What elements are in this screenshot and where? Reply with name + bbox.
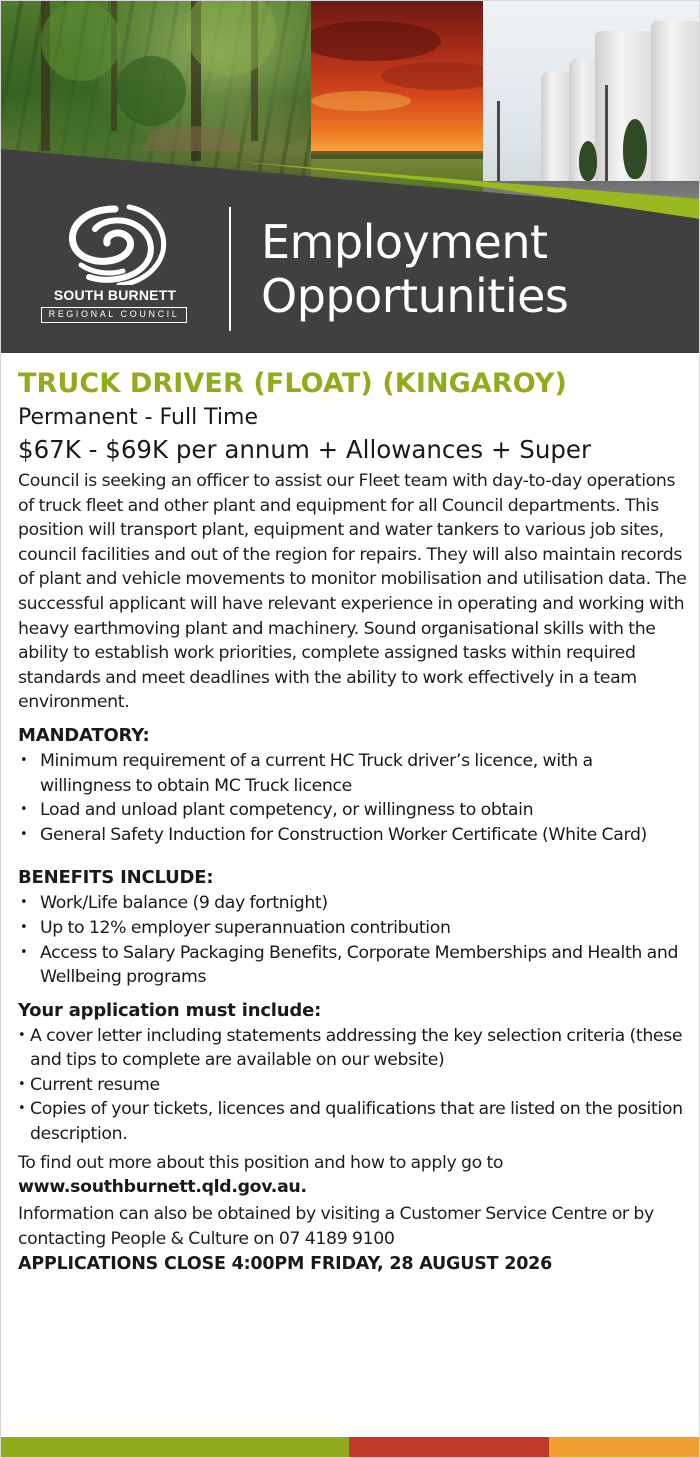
job-description: Council is seeking an officer to assist our Fleet team with day-to-day operations of truck fleet and other plant and equipment for all Council departments. This position will transport plant, equipment and water tankers to various job sites, council facilities and out of the region for repairs. They will also maintain records of plant and vehicle movements to monitor mobilisation and utilisation data. The successful applicant will have relevant experience in operating and working with heavy earthmoving plant and machinery. Sound organisational skills with the ability to establish work priorities, complete assigned tasks within required standards and meet deadlines with the ability to work effectively in a team environment.	[18, 471, 687, 713]
benefits-list	[18, 891, 688, 989]
power-pole	[497, 101, 500, 191]
silo	[651, 21, 700, 191]
council-name: SOUTH BURNETT	[53, 287, 177, 303]
list-item: • Copies of your tickets, licences and qualifications that are listed on the position description.	[18, 1097, 688, 1146]
footer-bar-orange	[549, 1437, 700, 1458]
job-title: TRUCK DRIVER (FLOAT) (KINGAROY)	[18, 368, 567, 399]
mandatory-heading: MANDATORY:	[18, 724, 150, 746]
closing-date: APPLICATIONS CLOSE 4:00PM FRIDAY, 28 AUGUST 2026	[18, 1254, 553, 1275]
footer-bar-red	[349, 1437, 549, 1458]
more-info-text: To find out more about this position and how to apply go to	[18, 1152, 504, 1173]
headline-line-1: Employment	[261, 215, 548, 269]
tree	[623, 119, 647, 179]
council-subtitle: REGIONAL COUNCIL	[41, 307, 187, 323]
header-headline	[261, 215, 568, 323]
headline-line-2: Opportunities	[261, 269, 569, 323]
footer-color-bar	[1, 1437, 700, 1458]
mandatory-list	[18, 749, 688, 847]
tree	[579, 141, 597, 181]
main-content	[18, 361, 688, 1277]
swirl-logo-icon	[59, 199, 171, 285]
employment-type: Permanent - Full Time	[18, 405, 259, 430]
contact-text: Information can also be obtained by visiting a Customer Service Centre or by contacting People & Culture on 07 4189 9100	[18, 1204, 654, 1249]
power-pole	[605, 85, 608, 191]
benefits-heading: BENEFITS INCLUDE:	[18, 867, 214, 889]
list-item: • Up to 12% employer superannuation contribution	[18, 916, 688, 941]
application-list	[18, 1024, 688, 1147]
list-item: • Minimum requirement of a current HC Truck driver’s licence, with a willingness to obtain MC Truck licence	[18, 749, 688, 798]
list-item: • Load and unload plant competency, or willingness to obtain	[18, 798, 688, 823]
header-divider	[229, 207, 231, 331]
salary: $67K - $69K per annum + Allowances + Super	[18, 435, 592, 464]
footer-bar-green	[1, 1437, 349, 1458]
application-heading: Your application must include:	[18, 999, 322, 1021]
council-logo	[35, 199, 195, 329]
grain-silos-photo	[483, 1, 700, 211]
website-link[interactable]: www.southburnett.qld.gov.au.	[18, 1177, 307, 1198]
list-item: • A cover letter including statements addressing the key selection criteria (these and tips to complete are available on our website)	[18, 1024, 688, 1073]
list-item: • Work/Life balance (9 day fortnight)	[18, 891, 688, 916]
silo	[541, 71, 571, 191]
list-item: • Current resume	[18, 1073, 688, 1098]
list-item: • General Safety Induction for Construction Worker Certificate (White Card)	[18, 823, 688, 848]
list-item: • Access to Salary Packaging Benefits, Corporate Memberships and Health and Wellbeing programs	[18, 941, 688, 990]
